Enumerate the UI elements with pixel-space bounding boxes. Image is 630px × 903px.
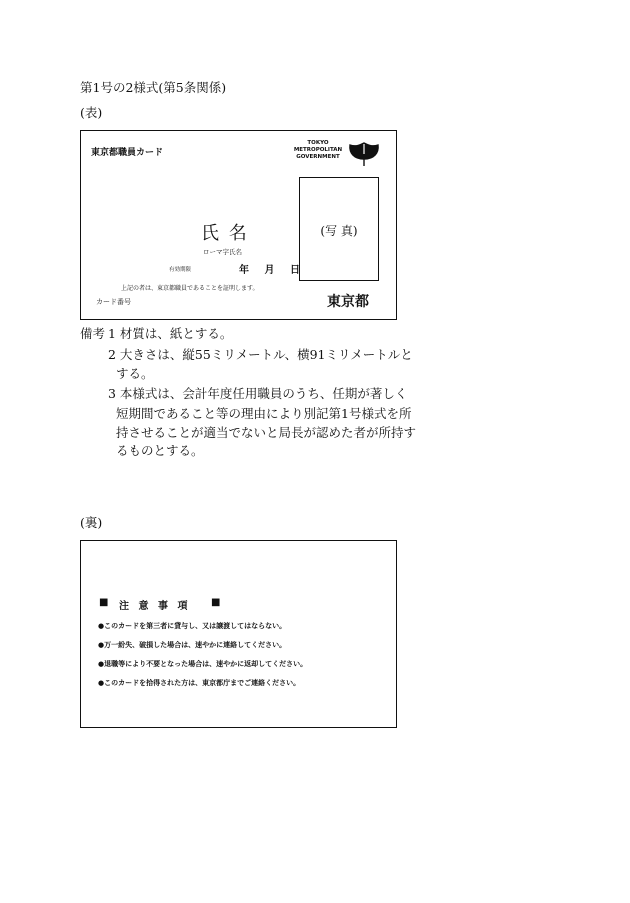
logo-line-1: TOKYO — [307, 140, 329, 146]
card-number-label: カード番号 — [96, 298, 131, 306]
name-label: 氏 名 — [201, 223, 249, 244]
front-card — [80, 130, 397, 320]
remarks-heading: 備考 — [80, 326, 106, 341]
certification-text: 上記の者は、東京都職員であることを証明します。 — [121, 285, 259, 292]
notice-item-2: ●万一紛失、破損した場合は、速やかに連絡してください。 — [98, 641, 287, 649]
tokyo-government-logo — [286, 140, 386, 174]
notice-item-4: ●このカードを拾得された方は、東京都庁までご連絡ください。 — [98, 679, 301, 687]
card-title: 東京都職員カード — [91, 148, 164, 158]
notice-title: 注 意 事 項 — [119, 601, 191, 612]
remark-line-1: 1 材質は、紙とする。 — [108, 326, 233, 341]
logo-line-3: GOVERNMENT — [296, 154, 340, 160]
remark-line-4: 3 本様式は、会計年度任用職員のうち、任期が著しく — [108, 386, 408, 401]
remark-line-2: 2 大きさは、縦55ミリメートル、横91ミリメートルと — [108, 347, 413, 362]
back-card — [80, 540, 397, 728]
front-label: (表) — [80, 105, 103, 120]
form-label: 第1号の2様式(第5条関係) — [80, 80, 227, 95]
validity-label: 有効期限 — [169, 267, 192, 273]
back-label: (裏) — [80, 515, 103, 530]
remark-line-6: 持させることが適当でないと局長が認めた者が所持す — [116, 425, 417, 440]
remark-line-3: する。 — [116, 366, 154, 381]
photo-label: (写 真) — [320, 224, 358, 238]
notice-marker-right: ■ — [211, 597, 221, 608]
roman-name-label: ローマ字氏名 — [203, 248, 242, 256]
date-label: 年 月 日 — [239, 265, 306, 276]
photo-box — [299, 177, 379, 281]
notice-marker-left: ■ — [99, 597, 109, 608]
logo-line-2: METROPOLITAN — [293, 147, 343, 153]
notice-item-1: ●このカードを第三者に貸与し、又は譲渡してはならない。 — [98, 622, 287, 630]
remark-line-5: 短期間であること等の理由により別記第1号様式を所 — [116, 406, 412, 421]
remark-line-7: るものとする。 — [116, 443, 204, 458]
ginkgo-leaf-icon — [348, 142, 380, 168]
issuer-name: 東京都 — [327, 294, 369, 310]
notice-item-3: ●退職等により不要となった場合は、速やかに返却してください。 — [98, 660, 308, 668]
